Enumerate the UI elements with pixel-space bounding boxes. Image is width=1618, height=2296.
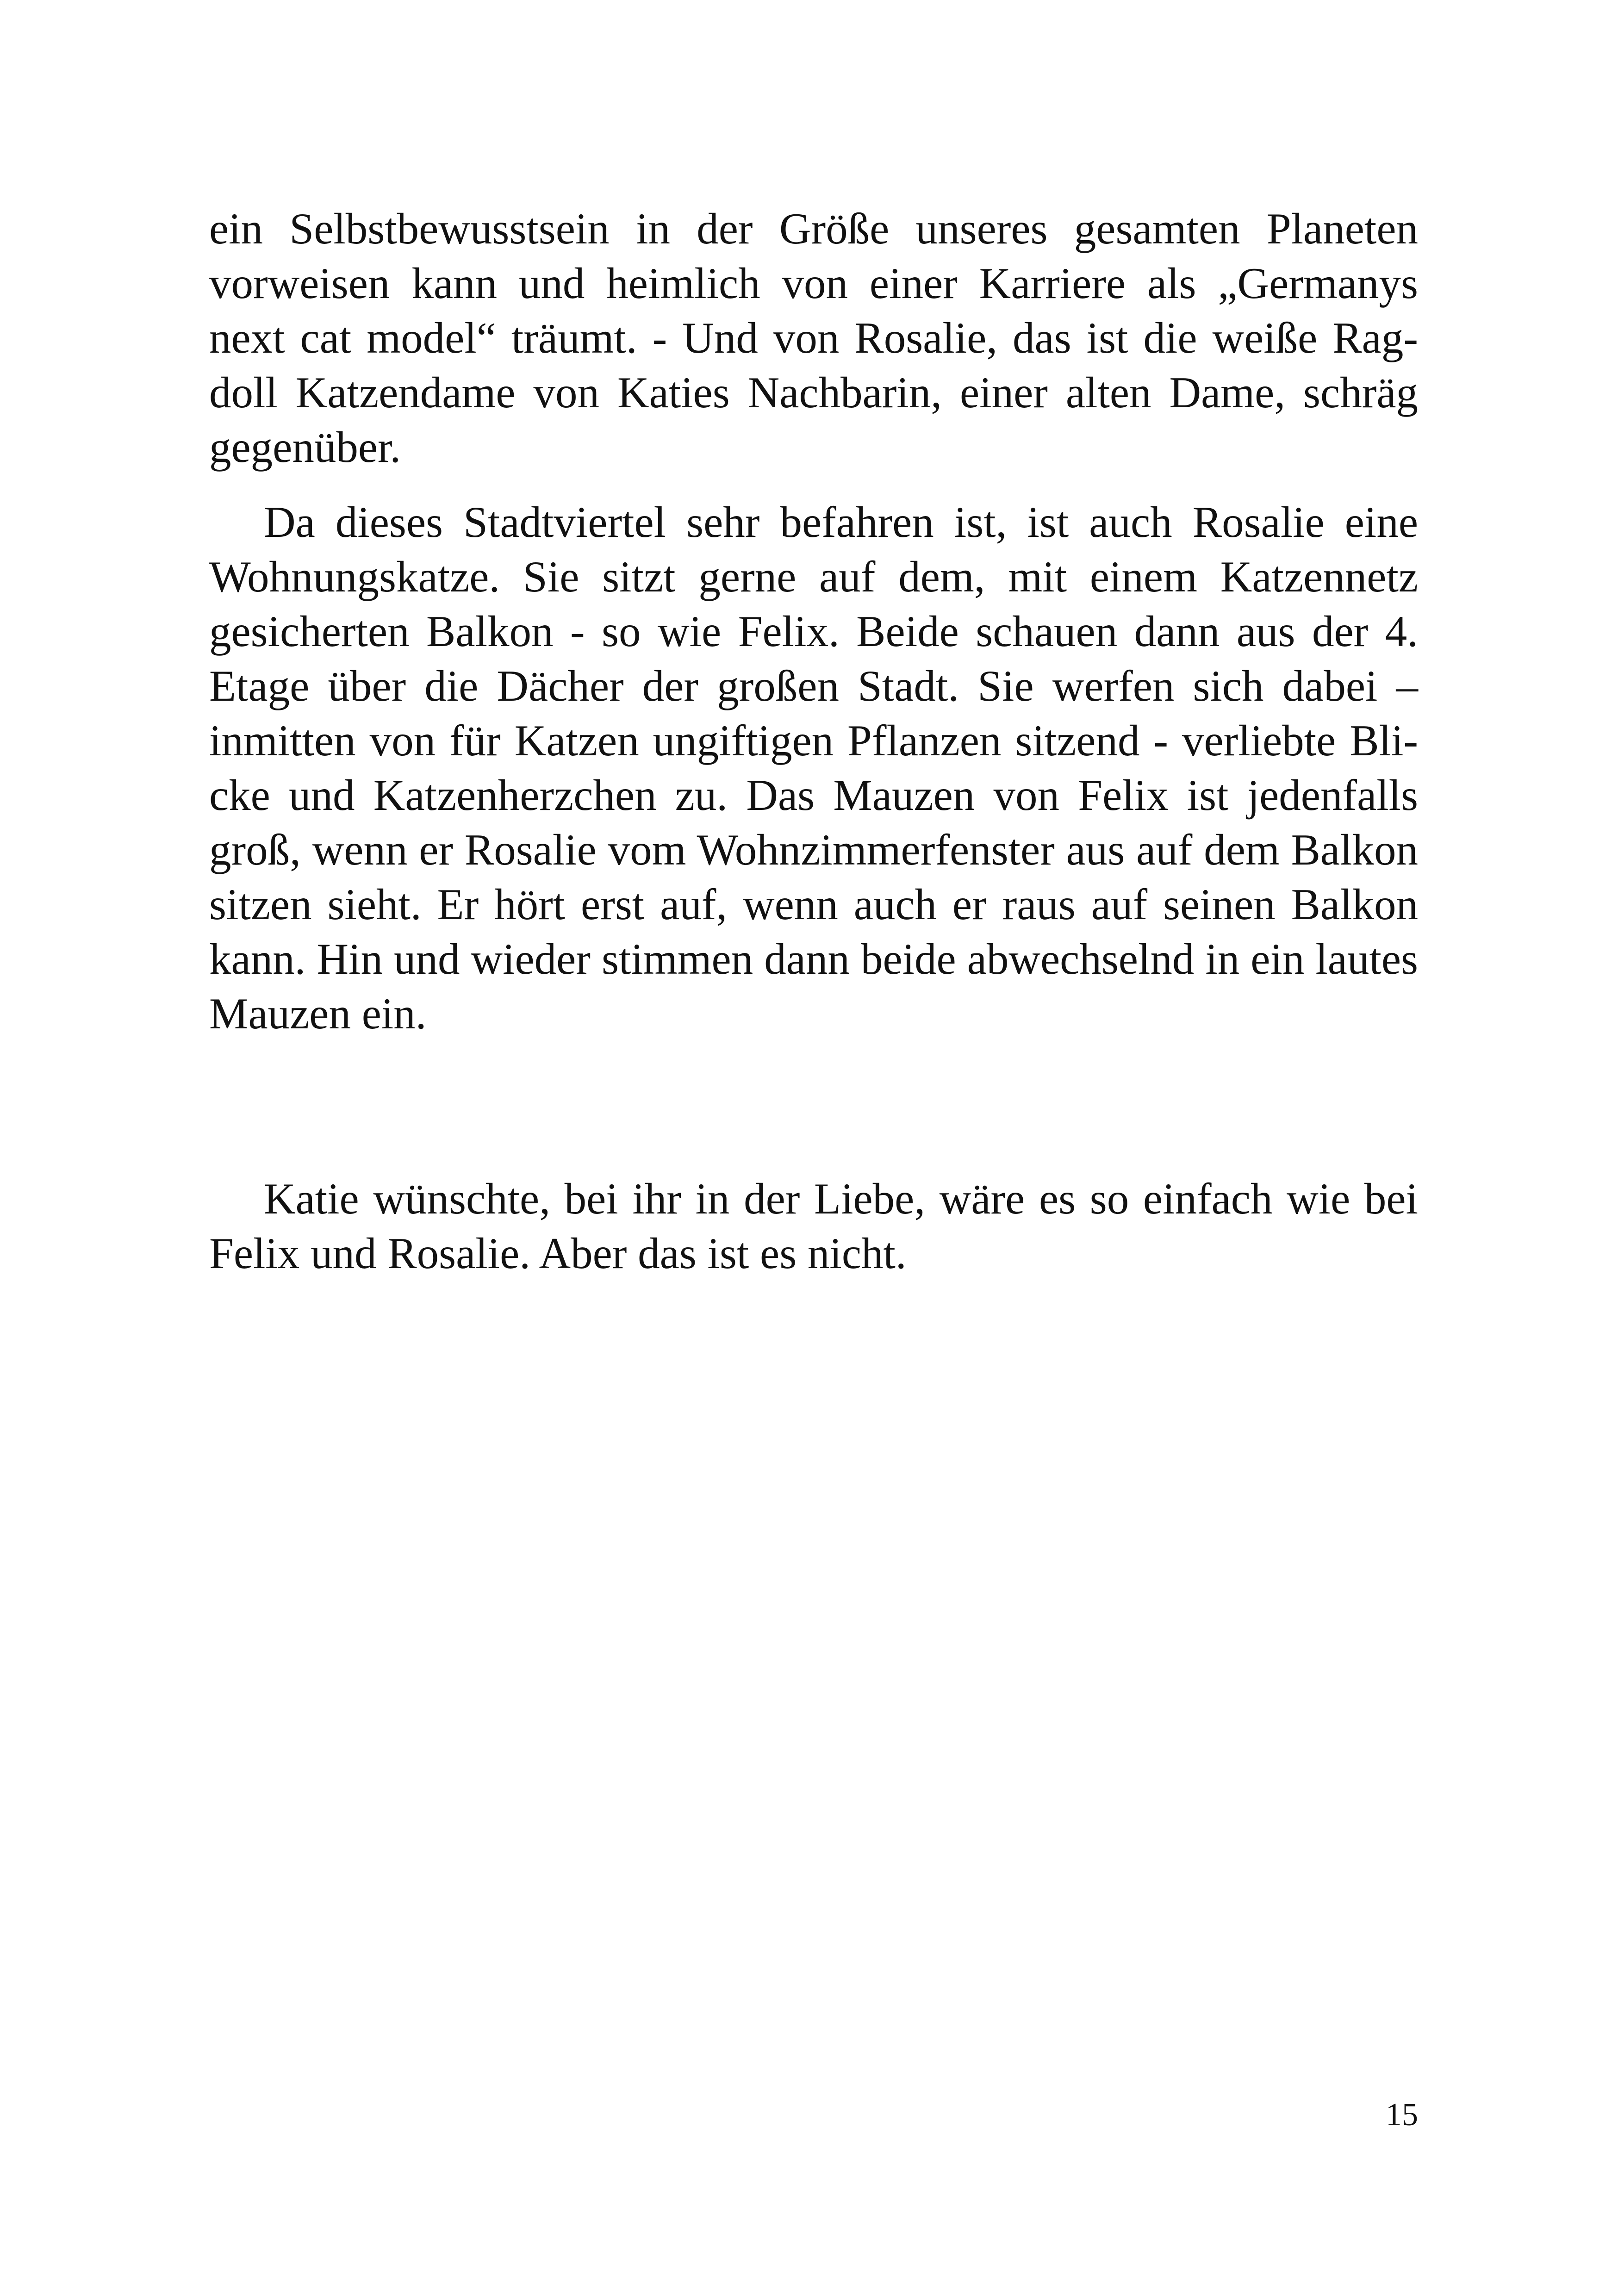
body-text	[209, 201, 1418, 1281]
paragraph-3: Katie wünschte, bei ihr in der Liebe, wäre es so einfach wie bei Felix und Rosalie. Aber das ist es nicht.	[209, 1174, 1418, 1278]
paragraph-2: Da dieses Stadtviertel sehr befahren ist, ist auch Rosalie eine Wohnungskatze. Sie sitzt gerne auf dem, mit einem Katzennetz gesicherten Balkon - so wie Felix. Beide schauen dann aus der 4. Etage über die Dächer der großen Stadt. Sie werfen sich dabei – inmitten von für Katzen ungiftigen Pflanzen sitzend - verliebte Blicke und Katzenherzchen zu. Das Mauzen von Felix ist jedenfalls groß, wenn er Rosalie vom Wohnzimmerfenster aus auf dem Balkon sitzen sieht. Er hört erst auf, wenn auch er raus auf seinen Balkon kann. Hin und wieder stimmen dann beide abwechselnd in ein lautes Mauzen ein.	[209, 498, 1418, 1038]
page-number: 15	[1386, 2097, 1418, 2133]
paragraph-1: ein Selbstbewusstsein in der Größe unseres gesamten Planeten vorweisen kann und heimlich von einer Karriere als „Germanys next cat model“ träumt. - Und von Rosalie, das ist die weiße Ragdoll Katzendame von Katies Nachbarin, einer alten Dame, schräg gegenüber.	[209, 204, 1418, 472]
